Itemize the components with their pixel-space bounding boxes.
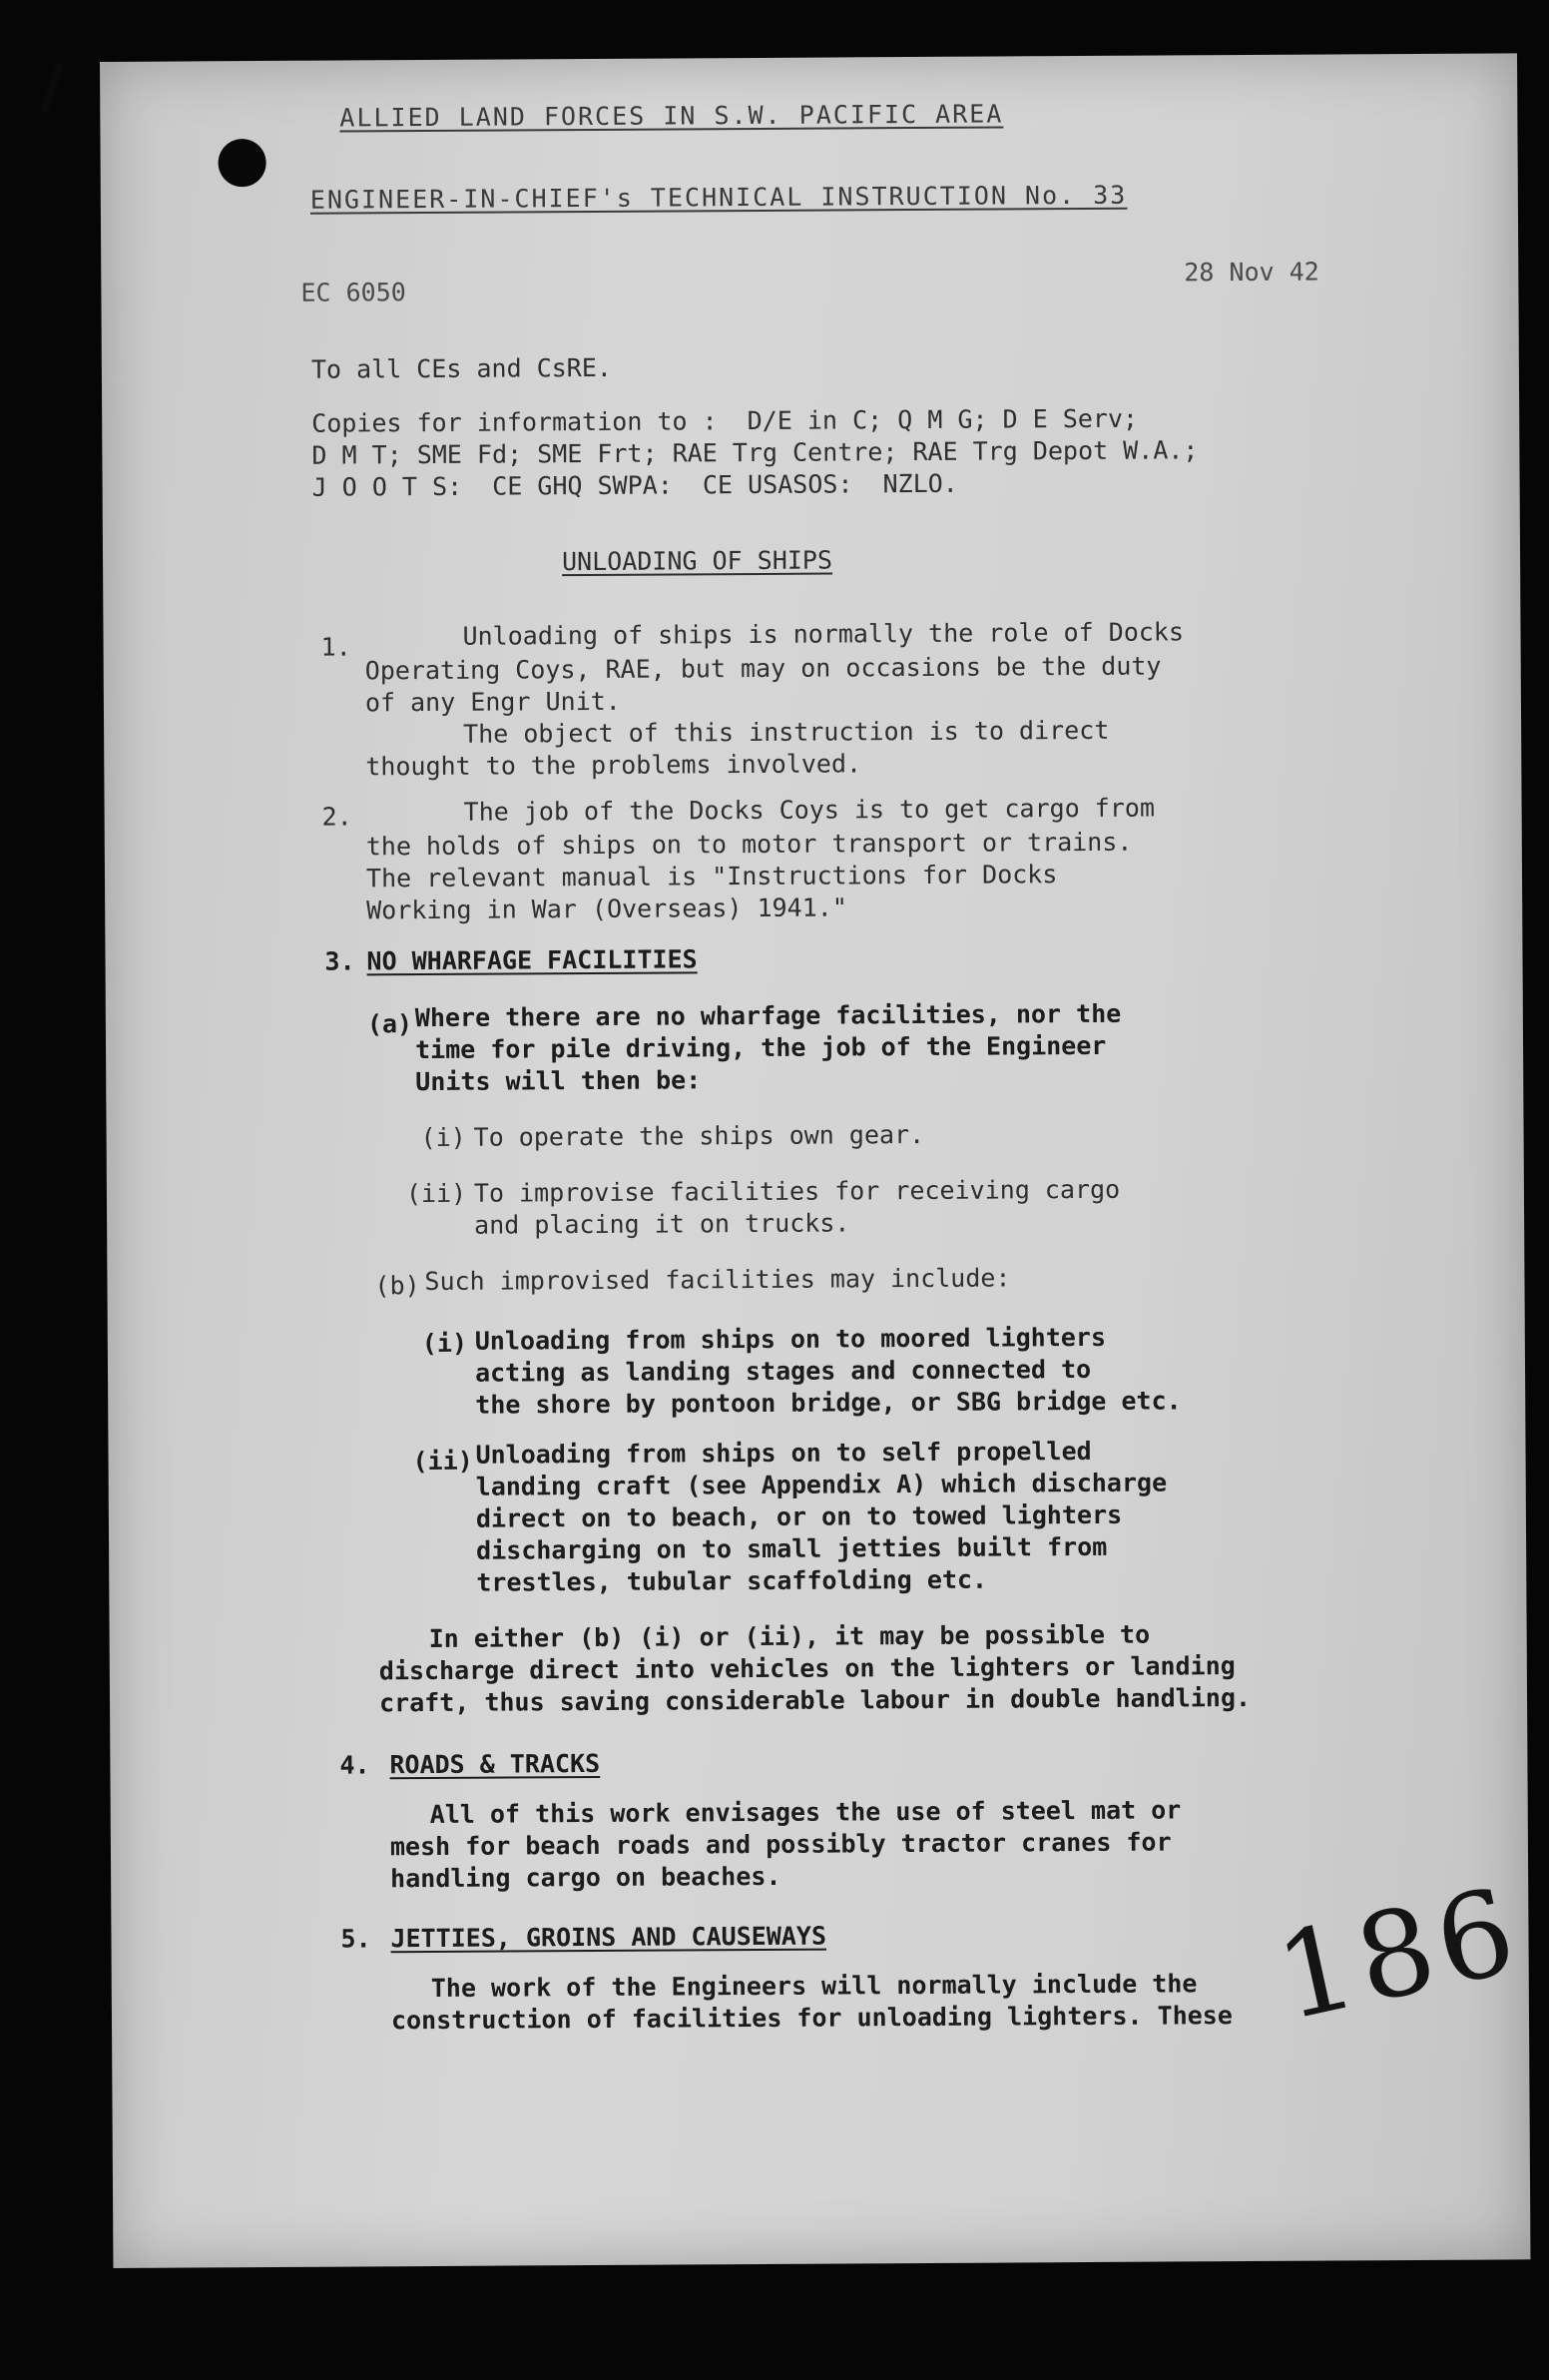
handwritten-page-number: 186 [1265,1860,1532,2048]
para3b-i-label: (i) [421,1328,468,1359]
para5-line: The work of the Engineers will normally include the [430,1969,1198,2004]
para3a-i-line: To operate the ships own gear. [473,1119,925,1152]
para3a-ii-label: (ii) [405,1178,467,1209]
para3a-ii-line: and placing it on trucks. [474,1208,850,1240]
punch-hole [218,139,265,187]
para3b-ii-line: discharging on to small jetties built from [476,1531,1108,1565]
para3b-i-line: Unloading from ships on to moored lighters [474,1322,1107,1356]
para3b-ii-line: direct on to beach, or on to towed lighters [475,1499,1123,1533]
para4-line: mesh for beach roads and possibly tractor cranes for [389,1827,1172,1862]
distribution-copies-2: D M T; SME Fd; SME Frt; RAE Trg Centre; RAE Trg Depot W.A.; [311,435,1199,470]
para1-line: Operating Coys, RAE, but may on occasions be the duty [364,651,1162,686]
para3a-line: Where there are no wharfage facilities, nor the [414,998,1122,1033]
reference-number: EC 6050 [300,278,406,307]
para2-number: 2. [321,802,352,832]
subject-title: UNLOADING OF SHIPS [561,545,833,577]
para4-heading: ROADS & TRACKS [389,1748,601,1780]
para4-line: handling cargo on beaches. [390,1861,781,1894]
distribution-to: To all CEs and CsRE. [310,352,613,384]
para5-line: construction of facilities for unloading lighters. These [390,2001,1233,2036]
para3a-label: (a) [366,1009,413,1039]
para3b-ii-line: trestles, tubular scaffolding etc. [476,1564,988,1597]
para3a-line: time for pile driving, the job of the Engineer [414,1030,1107,1065]
para3b-ii-line: landing craft (see Appendix A) which discharge [475,1468,1168,1501]
para3a-i-label: (i) [420,1122,466,1153]
distribution-copies-3: J O O T S: CE GHQ SWPA: CE USASOS: NZLO. [311,468,958,502]
para3a-ii-line: To improvise facilities for receiving cargo [473,1174,1121,1208]
para2-line: the holds of ships on to motor transport or trains. [365,827,1133,862]
org-heading: ALLIED LAND FORCES IN S.W. PACIFIC AREA [339,99,1004,133]
para2-line: The relevant manual is "Instructions for Docks [365,860,1058,893]
distribution-copies-1: Copies for information to : D/E in C; Q M G; D E Serv; [311,403,1139,438]
para4-line: All of this work envisages the use of steel mat or [429,1795,1182,1830]
document-date: 28 Nov 42 [1184,257,1319,288]
document-page [100,53,1530,2268]
para5-number: 5. [340,1924,371,1954]
para3-heading: NO WHARFAGE FACILITIES [366,944,698,976]
punch-mark [40,62,64,114]
para3-either-line: discharge direct into vehicles on the lighters or landing [378,1651,1236,1686]
para1-line: of any Engr Unit. [364,686,621,718]
instruction-title: ENGINEER-IN-CHIEF's TECHNICAL INSTRUCTION No. 33 [309,180,1128,215]
para1-line: thought to the problems involved. [365,749,862,782]
para3b-i-line: acting as landing stages and connected to [474,1354,1092,1388]
para2-line: Working in War (Overseas) 1941." [366,892,847,925]
para3b-ii-line: Unloading from ships on to self propelled [475,1436,1092,1470]
para5-heading: JETTIES, GROINS AND CAUSEWAYS [390,1921,827,1954]
para1-number: 1. [320,632,351,662]
para3-either-line: craft, thus saving considerable labour in double handling. [378,1682,1252,1718]
para3-number: 3. [324,946,355,976]
para3a-line: Units will then be: [415,1065,702,1097]
para2-line: The job of the Docks Coys is to get cargo from [463,793,1156,827]
para3b-i-line: the shore by pontoon bridge, or SBG bridge etc. [475,1386,1182,1420]
para3-either-line: In either (b) (i) or (ii), it may be possible to [428,1619,1151,1654]
para1-line: Unloading of ships is normally the role of Docks [462,617,1185,651]
para4-number: 4. [339,1750,370,1780]
para3b-ii-label: (ii) [412,1446,473,1477]
para1-line: The object of this instruction is to direct [463,715,1110,749]
para3b-line: Such improvised facilities may include: [424,1263,1011,1297]
para3b-label: (b) [374,1271,420,1301]
